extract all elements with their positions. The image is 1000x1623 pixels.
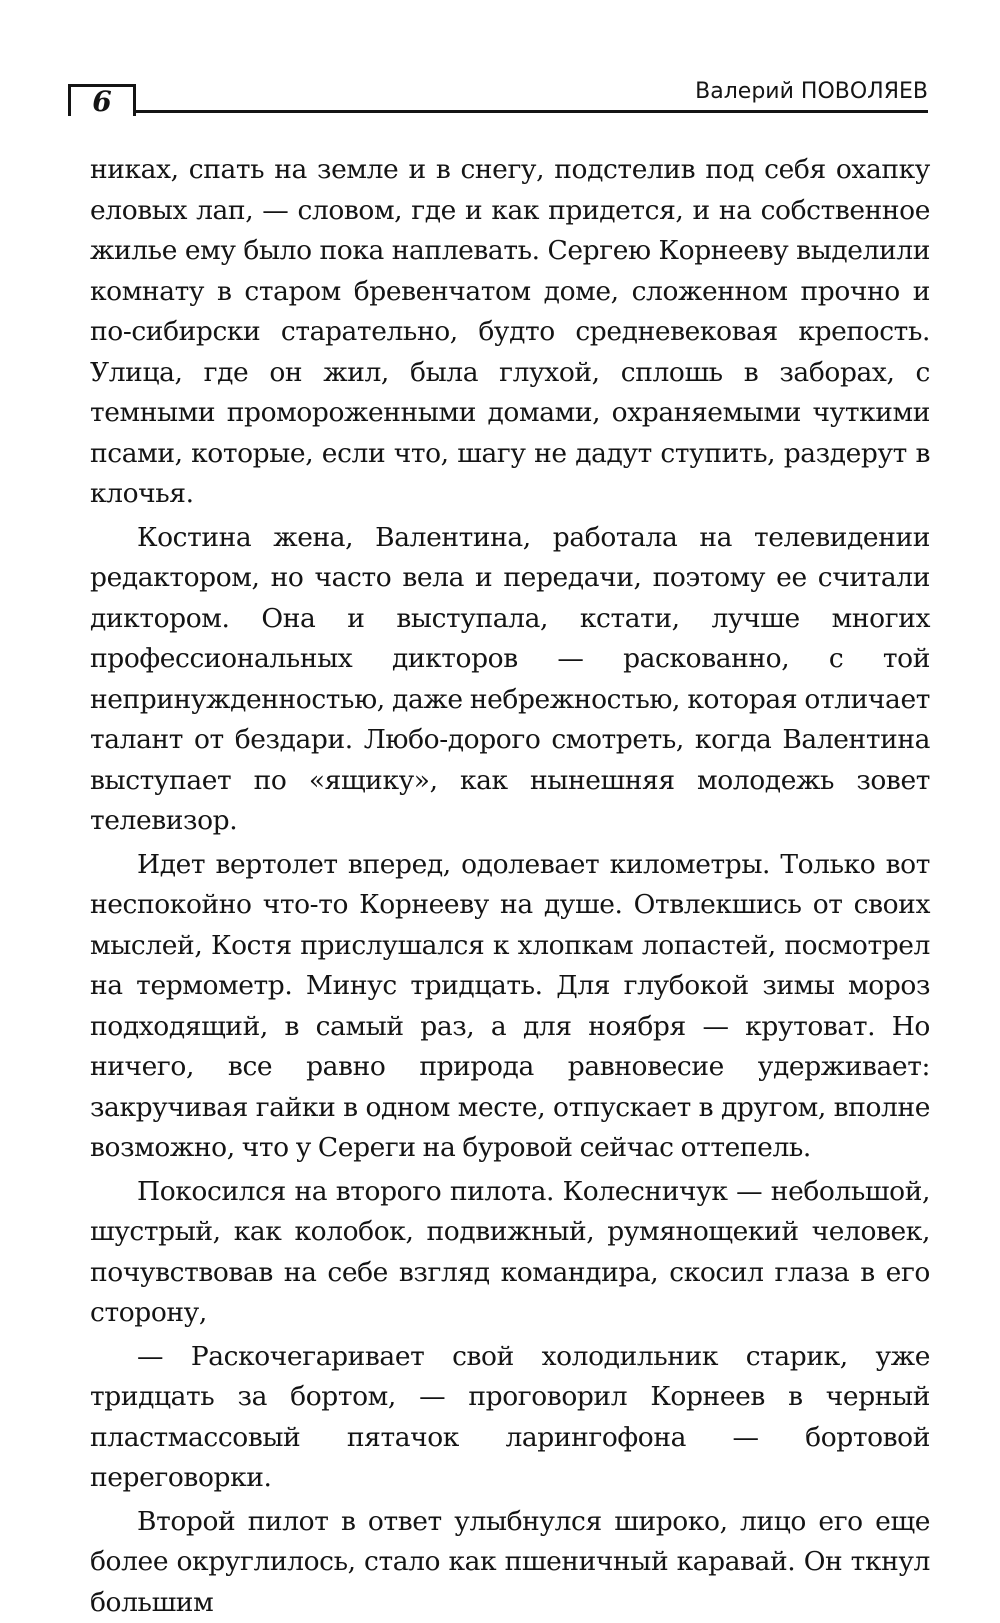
page-number-frame xyxy=(68,84,136,116)
paragraph: Второй пилот в ответ улыбнулся широко, лицо его еще более округлилось, стало как пшеничный каравай. Он ткнул большим xyxy=(90,1502,930,1623)
paragraph-dialogue: — Раскочегаривает свой холодильник старик, уже тридцать за бортом, — проговорил Корнеев в черный пластмассовый пятачок ларингофона — бортовой переговорки. xyxy=(90,1337,930,1499)
author-first-name: Валерий xyxy=(695,79,794,104)
running-head xyxy=(695,78,928,106)
paragraph: Покосился на второго пилота. Колесничук — небольшой, шустрый, как колобок, подвижный, румянощекий человек, почувствовав на себе взгляд командира, скосил глаза в его сторону, xyxy=(90,1172,930,1334)
body-text xyxy=(90,150,930,1623)
page-number: 6 xyxy=(71,85,133,119)
paragraph-continued: никах, спать на земле и в снегу, подстелив под себя охапку еловых лап, — словом, где и как придется, и на собственное жилье ему было пока наплевать. Сергею Корнееву выделили комнату в старом бревенчатом доме, сложенном прочно и по-сибирски старательно, будто средневековая крепость. Улица, где он жил, была глухой, сплошь в заборах, с темными промороженными домами, охраняемыми чуткими псами, которые, если что, шагу не дадут ступить, раздерут в клочья. xyxy=(90,150,930,515)
header-rule xyxy=(136,110,928,113)
author-last-name: ПОВОЛЯЕВ xyxy=(801,79,928,104)
paragraph: Костина жена, Валентина, работала на телевидении редактором, но часто вела и передачи, поэтому ее считали диктором. Она и выступала, кстати, лучше многих профессиональных дикторов — раскованно, с той непринужденностью, даже небрежностью, которая отличает талант от бездари. Любо-дорого смотреть, когда Валентина выступает по «ящику», как нынешняя молодежь зовет телевизор. xyxy=(90,518,930,842)
paragraph: Идет вертолет вперед, одолевает километры. Только вот неспокойно что-то Корнееву на душе. Отвлекшись от своих мыслей, Костя прислушался к хлопкам лопастей, посмотрел на термометр. Минус тридцать. Для глубокой зимы мороз подходящий, в самый раз, а для ноября — крутоват. Но ничего, все равно природа равновесие удерживает: закручивая гайки в одном месте, отпускает в другом, вполне возможно, что у Сереги на буровой сейчас оттепель. xyxy=(90,845,930,1169)
